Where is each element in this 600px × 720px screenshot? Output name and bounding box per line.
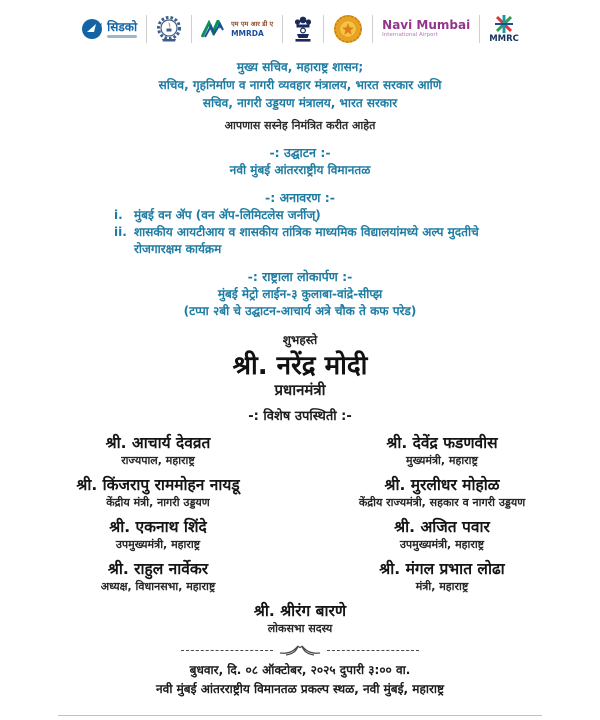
list-marker: ii.	[114, 225, 127, 239]
event-datetime: बुधवार, दि. ०८ ऑक्टोबर, २०२५ दुपारी ३:०० वा.	[189, 663, 411, 677]
vip-name: श्री. देवेंद्र फडणवीस	[386, 434, 498, 452]
logo-separator	[146, 15, 147, 43]
logo-separator	[323, 15, 324, 43]
maharashtra-gold-seal-icon	[333, 14, 363, 44]
list-text: शासकीय आयटीआय व शासकीय तांत्रिक माध्यमिक विद्यालयांमध्ये अल्प मुदतीचे रोजगारक्षम कार्यक्रम	[134, 225, 479, 256]
vip-role: राज्यपाल, महाराष्ट्र	[121, 454, 195, 467]
chief-guest-pre: शुभहस्ते	[282, 333, 318, 347]
unveiling-list	[114, 207, 486, 258]
vip-name: श्री. एकनाथ शिंदे	[109, 518, 207, 536]
vip-entry	[16, 475, 300, 510]
vip-role: केंद्रीय मंत्री, नागरी उड्डयण	[106, 496, 210, 509]
vip-entry	[16, 517, 300, 552]
mmrda-icon	[201, 20, 227, 38]
mmrc-logo	[489, 14, 519, 44]
vip-role: उपमुख्यमंत्री, महाराष्ट्र	[115, 538, 201, 551]
vip-entry	[300, 433, 584, 468]
vip-role: मुख्यमंत्री, महाराष्ट्र	[406, 454, 478, 467]
section-title-inauguration: -: उद्घाटन :-	[269, 145, 331, 160]
ornament-divider	[0, 643, 600, 657]
vip-entry	[16, 559, 300, 594]
cidco-logo	[81, 18, 137, 40]
section-title-unveiling: -: अनावरण :-	[265, 190, 335, 205]
list-text: मुंबई वन ॲप (वन ॲप-लिमिटलेस जर्नीज्)	[134, 208, 321, 222]
nmia-sublabel: International Airport	[382, 32, 438, 39]
inauguration-line: नवी मुंबई आंतरराष्ट्रीय विमानतळ	[229, 163, 371, 177]
section-title-dedication: -: राष्ट्राला लोकार्पण :-	[247, 269, 353, 284]
chief-guest-name: श्री. नरेंद्र मोदी	[232, 351, 368, 381]
event-venue: नवी मुंबई आंतरराष्ट्रीय विमानतळ प्रकल्प स्थळ, नवी मुंबई, महाराष्ट्र	[156, 682, 444, 696]
host-line: सचिव, गृहनिर्माण व नागरी व्यवहार मंत्रालय, भारत सरकार आणि	[158, 78, 442, 92]
logo-separator	[282, 15, 283, 43]
vip-role: उपमुख्यमंत्री, महाराष्ट्र	[399, 538, 485, 551]
cidco-label: सिडको	[107, 19, 138, 34]
vip-role: लोकसभा सदस्य	[267, 622, 333, 635]
vip-grid	[16, 426, 584, 594]
ashoka-emblem-icon	[292, 14, 314, 44]
divider-dash	[327, 650, 419, 651]
chief-guest-title: प्रधानमंत्री	[274, 381, 326, 399]
list-item	[114, 207, 486, 224]
vip-role: अध्यक्ष, विधानसभा, महाराष्ट्र	[100, 580, 216, 593]
mmrda-label-hi: एम एम आर डी ए	[231, 20, 274, 28]
bottom-hairline	[58, 715, 542, 716]
list-item	[114, 224, 486, 258]
host-line: सचिव, नागरी उड्डयण मंत्रालय, भारत सरकार	[202, 96, 398, 110]
dedication-line: (टप्पा २बी चे उद्घाटन-आचार्य अत्रे चौक ते कफ परेड)	[183, 304, 417, 318]
logo-separator	[479, 15, 480, 43]
vip-role: मंत्री, महाराष्ट्र	[415, 580, 469, 593]
vip-name: श्री. राहुल नार्वेकर	[107, 560, 209, 578]
vip-name: श्री. किंजरापु राममोहन नायडू	[76, 476, 240, 494]
vip-name: श्री. अजित पवार	[394, 518, 490, 536]
host-lines	[0, 58, 600, 112]
mmrc-icon	[493, 14, 515, 34]
dedication-line: मुंबई मेट्रो लाईन-३ कुलाबा-वांद्रे-सीप्झ	[217, 287, 383, 301]
gear-emblem-icon	[156, 15, 182, 43]
vip-entry	[300, 517, 584, 552]
list-marker: i.	[114, 208, 123, 222]
vip-name: श्री. मंगल प्रभात लोढा	[379, 560, 505, 578]
special-presence-heading: -: विशेष उपस्थिती :-	[248, 409, 352, 424]
vip-name: श्री. मुरलीधर मोहोळ	[384, 476, 500, 494]
divider-flourish-icon	[278, 643, 322, 657]
vip-entry	[300, 559, 584, 594]
host-line: मुख्य सचिव, महाराष्ट्र शासन;	[236, 60, 364, 74]
mmrc-label: MMRC	[489, 34, 519, 45]
logo-separator	[191, 15, 192, 43]
vip-entry	[16, 433, 300, 468]
logo-strip	[0, 0, 600, 49]
vip-name: श्री. श्रीरंग बारणे	[253, 602, 347, 620]
nmia-label: Navi Mumbai	[382, 18, 471, 33]
vip-entry	[300, 475, 584, 510]
event-footer	[0, 661, 600, 699]
invite-line: आपणास सस्नेह निमंत्रित करीत आहेत	[224, 119, 376, 132]
vip-role: केंद्रीय राज्यमंत्री, सहकार व नागरी उड्डयण	[358, 496, 526, 509]
logo-separator	[372, 15, 373, 43]
navi-mumbai-airport-logo	[382, 19, 470, 39]
vip-name: श्री. आचार्य देवव्रत	[105, 434, 211, 452]
divider-dash	[181, 650, 273, 651]
cidco-icon	[81, 18, 103, 40]
vip-entry-center	[0, 601, 600, 636]
mmrda-label-en: MMRDA	[231, 28, 264, 38]
cidco-tagline-decor	[107, 35, 137, 38]
mmrda-logo	[201, 20, 273, 38]
